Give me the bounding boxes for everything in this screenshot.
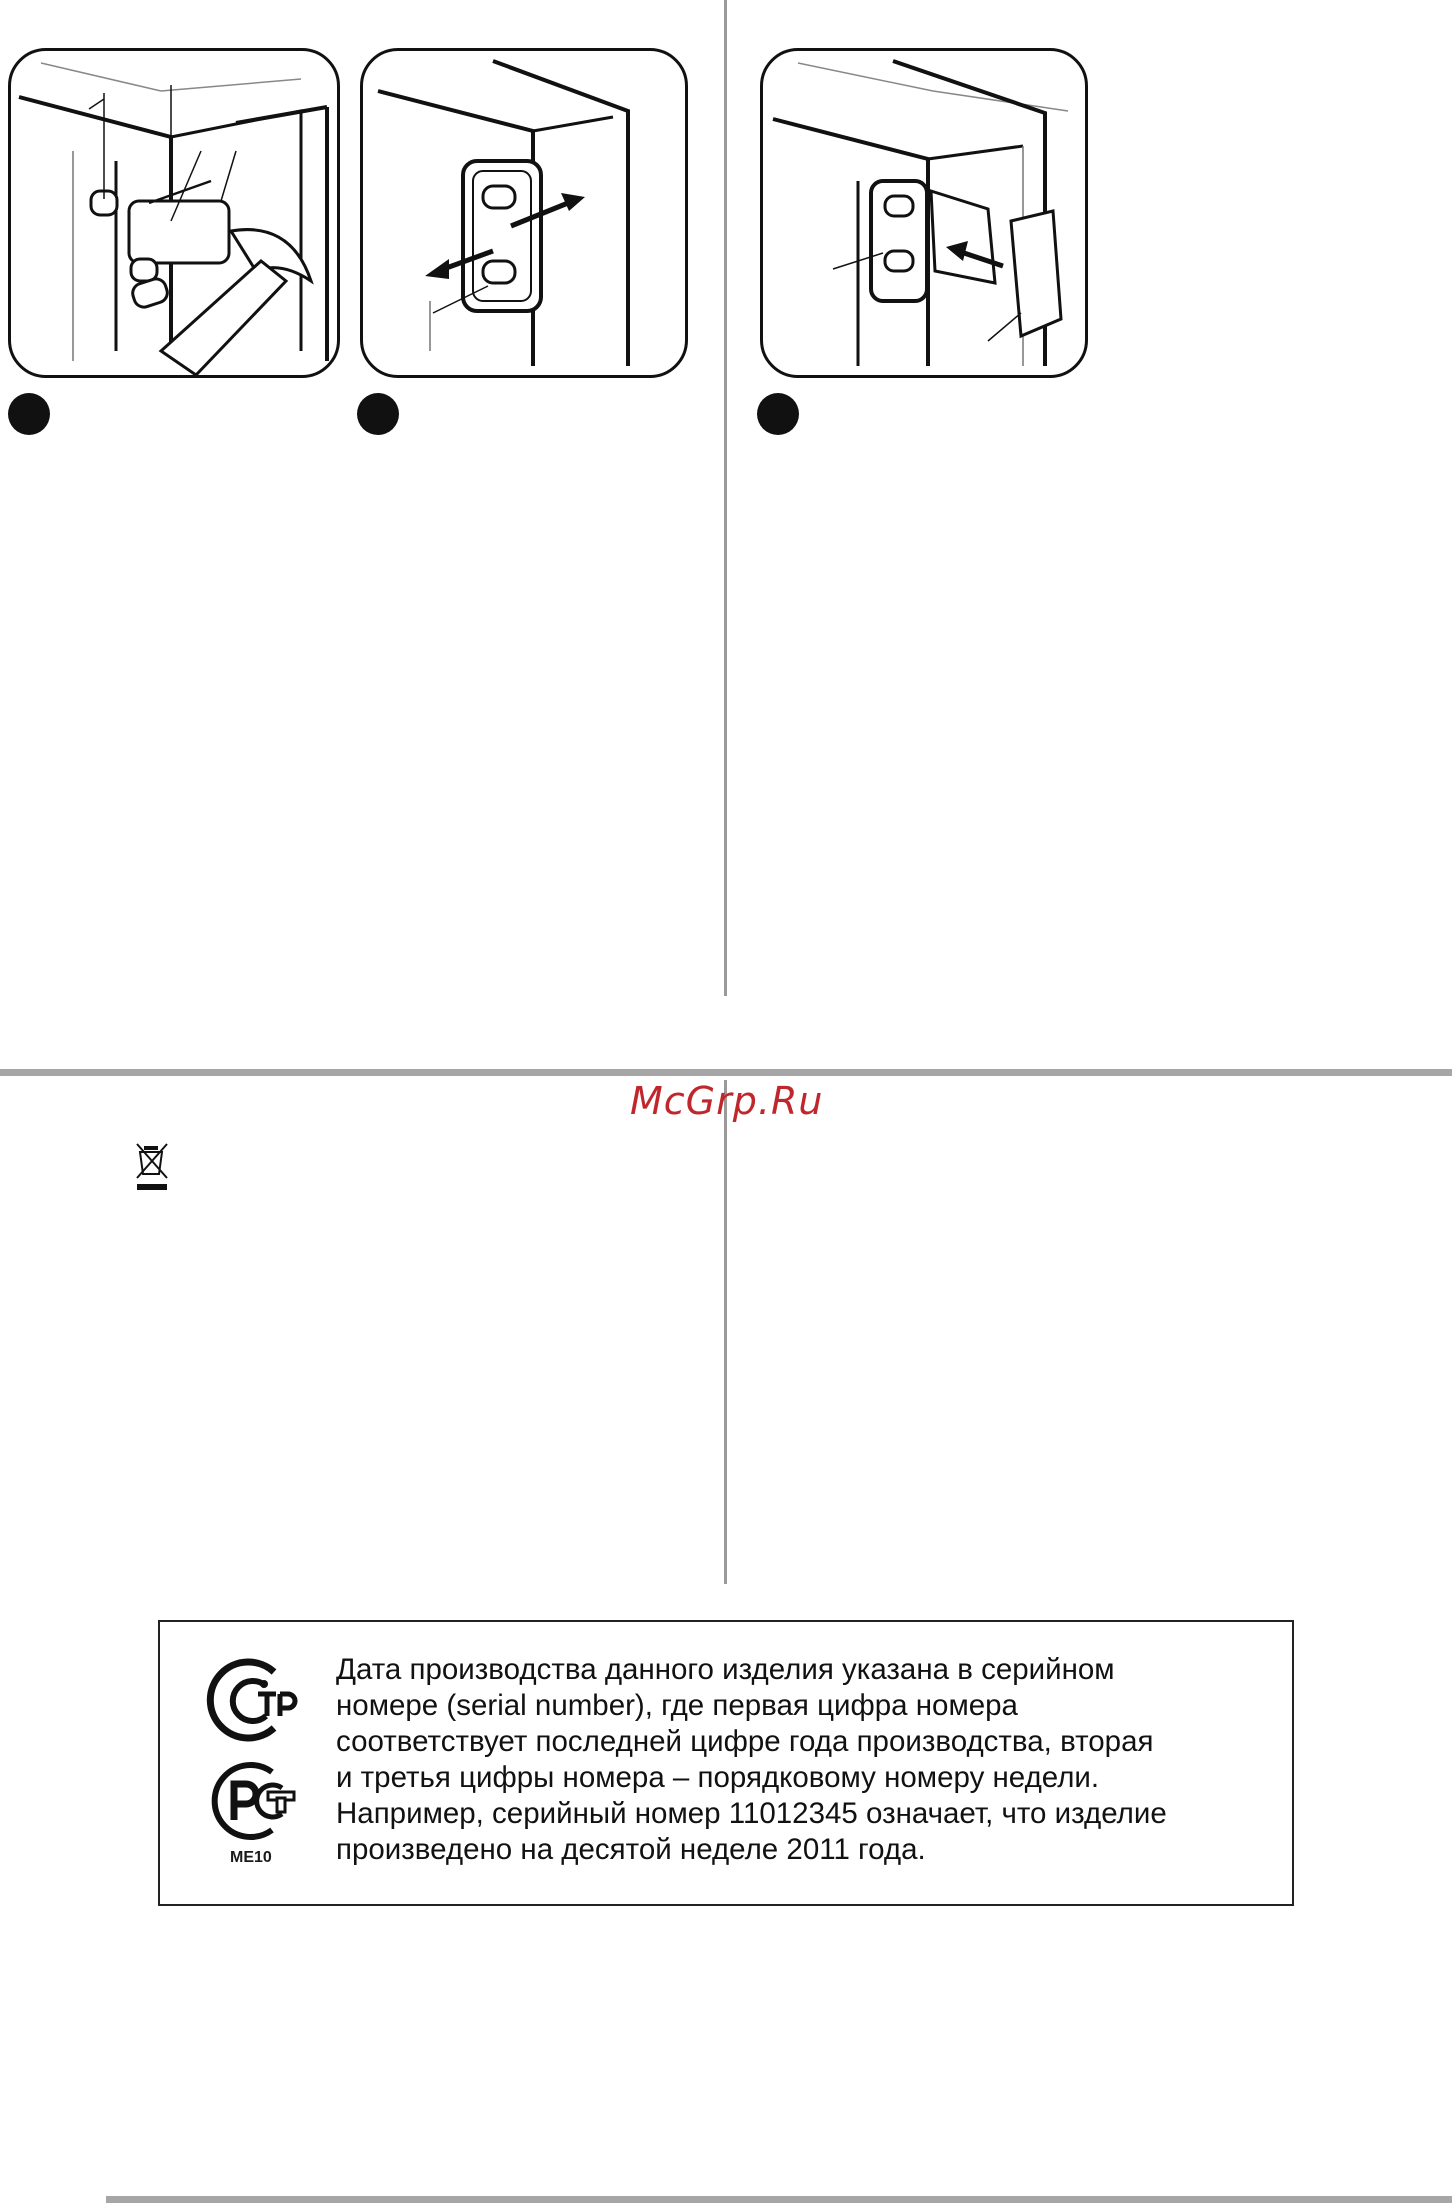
note-line: Например, серийный номер 11012345 означает, что изделие — [336, 1797, 1167, 1830]
hinge-slide-icon — [363, 51, 685, 375]
hammer-install-icon — [11, 51, 337, 375]
column-divider-bottom — [724, 1080, 727, 1584]
note-line: номере (serial number), где первая цифра номера — [336, 1689, 1018, 1722]
cover-insert-icon — [763, 51, 1085, 375]
watermark-text: McGrp.Ru — [630, 1079, 824, 1123]
figure-step-1 — [8, 48, 340, 378]
note-line: Дата производства данного изделия указана в серийном — [336, 1653, 1115, 1686]
rst-mark-icon — [204, 1758, 304, 1844]
eac-tr-mark-icon — [204, 1658, 304, 1742]
footer-rule — [106, 2196, 1452, 2203]
note-line: соответствует последней цифре года производства, вторая — [336, 1725, 1154, 1758]
note-line: и третья цифры номера – порядковому номеру недели. — [336, 1761, 1100, 1794]
section-rule — [0, 1069, 1452, 1076]
note-line: произведено на десятой неделе 2011 года. — [336, 1833, 926, 1866]
figure-step-2 — [360, 48, 688, 378]
step-1-marker — [8, 393, 50, 435]
step-3-marker — [757, 393, 799, 435]
column-divider-top — [724, 0, 727, 996]
figure-step-3 — [760, 48, 1088, 378]
production-date-note — [336, 1652, 1276, 1868]
certification-info-box — [158, 1620, 1294, 1906]
weee-crossed-bin-icon — [134, 1140, 170, 1197]
mark-code: ME10 — [230, 1849, 272, 1866]
step-2-marker — [357, 393, 399, 435]
